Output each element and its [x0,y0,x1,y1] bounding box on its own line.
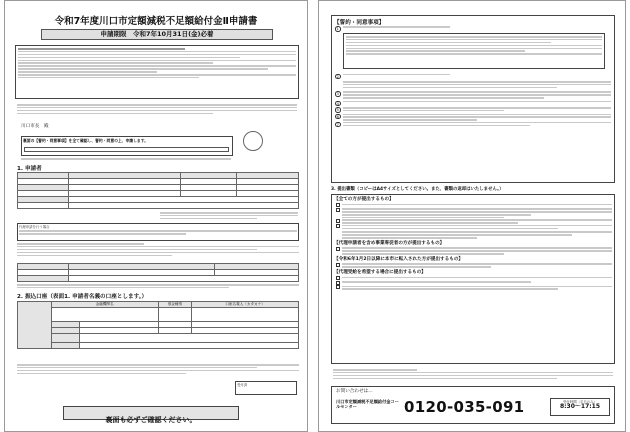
section3-heading: 3. 提出書類（コピーはA4サイズとしてください。また、書類の返却はいたしません。） [331,187,504,192]
consent-note [21,158,231,160]
consent-statement: 裏面の【誓約・同意事項】を全て確認し、誓約・同意の上、申請します。 [23,138,148,143]
checkbox-icon[interactable] [336,219,340,223]
proxy-application-box [17,223,299,241]
checkbox-icon[interactable] [336,263,340,267]
doc-checkbox-row[interactable] [336,224,612,229]
phone-number[interactable]: 0120-035-091 [404,398,525,416]
circled-number-icon: 7 [336,121,339,127]
pledge-list [335,26,611,127]
section2-heading: 2. 振込口座（表面1. 申請者名義の口座とします。） [17,294,148,300]
inquiry-label: お問い合わせは… [336,389,373,394]
circled-number-icon: 3 [336,91,339,97]
documents-all-heading: 【全ての方が提出するもの】 [334,197,394,202]
proxy-checklist [17,243,299,256]
checkbox-icon[interactable] [336,247,340,251]
doc-checkbox-row[interactable] [336,246,612,254]
hours-label: 受付時間（平日のみ） [563,400,597,404]
bank-notes [17,364,299,374]
documents-proxy-heading: 【代理申請者を含め事業専従者の方が提出するもの】 [334,240,445,246]
application-form-front [4,0,308,432]
checkbox-icon[interactable] [336,276,340,280]
circled-number-icon: 5 [336,107,339,113]
checkbox-icon[interactable] [336,224,340,228]
recipient-line: 川口市長 殿 [21,124,49,129]
deadline-banner: 申請期限 令和7年10月31日(金)必着 [41,29,273,40]
receipt-stamp-box [235,381,297,395]
intro-paragraph [17,104,297,114]
back-side-notice [63,406,239,424]
consent-box [21,136,233,156]
contact-box [331,386,615,424]
checkbox-icon[interactable] [336,208,340,212]
pledge-heading: 【誓約・同意事項】 [334,20,385,26]
documents-box [331,194,615,364]
receipt-stamp-label: 受付済 [237,383,248,387]
pledge-item [335,101,611,107]
pledge-subbox [343,33,605,69]
office-stamp-circle [243,131,263,151]
proxy-notes [17,284,299,288]
section1-heading: 1. 申請者 [17,166,42,172]
bank-col-type: 預金種別 [158,302,192,308]
doc-checkbox-row[interactable] [336,262,612,267]
hours-box [550,398,610,416]
notice-text [18,48,296,78]
pledge-item [335,122,611,128]
bank-col-name: 金融機関名 [51,302,158,308]
form-title: 令和7年度川口市定額減税不足額給付金Ⅱ申請書 [54,16,258,27]
application-form-back [318,0,626,432]
consent-signature-field[interactable] [24,147,229,152]
checkbox-icon[interactable] [336,281,340,285]
pledge-box [331,15,615,183]
applicant-notes [160,212,298,219]
bank-col-holder: 口座名義人（カタカナ） [192,302,299,308]
circled-number-icon: 6 [336,113,339,119]
proxy-label: 代理申請を行う場合 [19,225,50,229]
checkbox-icon[interactable] [336,285,340,289]
circled-number-icon: 1 [336,26,339,31]
documents-june-heading: 【令和6年1月2日以降に本市に転入された方が提出するもの】 [334,256,464,262]
pledge-item [335,74,611,80]
checkbox-icon[interactable] [336,203,340,207]
hours-value: 8:30〜17:15 [559,403,601,411]
callcenter-name: 川口市定額減税不足額給付金コールセンター [336,399,399,409]
notice-box [15,45,299,99]
submission-notes [333,369,613,379]
doc-checkbox-row[interactable] [336,207,612,218]
doc-checkbox-row[interactable] [336,285,612,290]
circled-number-icon: 2 [336,73,339,79]
doc-checkbox-row[interactable] [336,218,612,223]
pledge-item [335,26,611,32]
documents-agent-heading: 【代理受給を希望する場合に提出するもの】 [334,269,426,275]
back-side-notice-text: 裏面も必ずご確認ください。 [105,416,197,424]
applicant-table[interactable] [17,172,299,209]
proxy-table[interactable] [17,263,299,282]
bank-account-table[interactable] [17,301,299,349]
circled-number-icon: 4 [336,100,339,106]
pledge-item [335,107,611,113]
pledge-item [335,91,611,98]
pledge-item [335,114,611,121]
